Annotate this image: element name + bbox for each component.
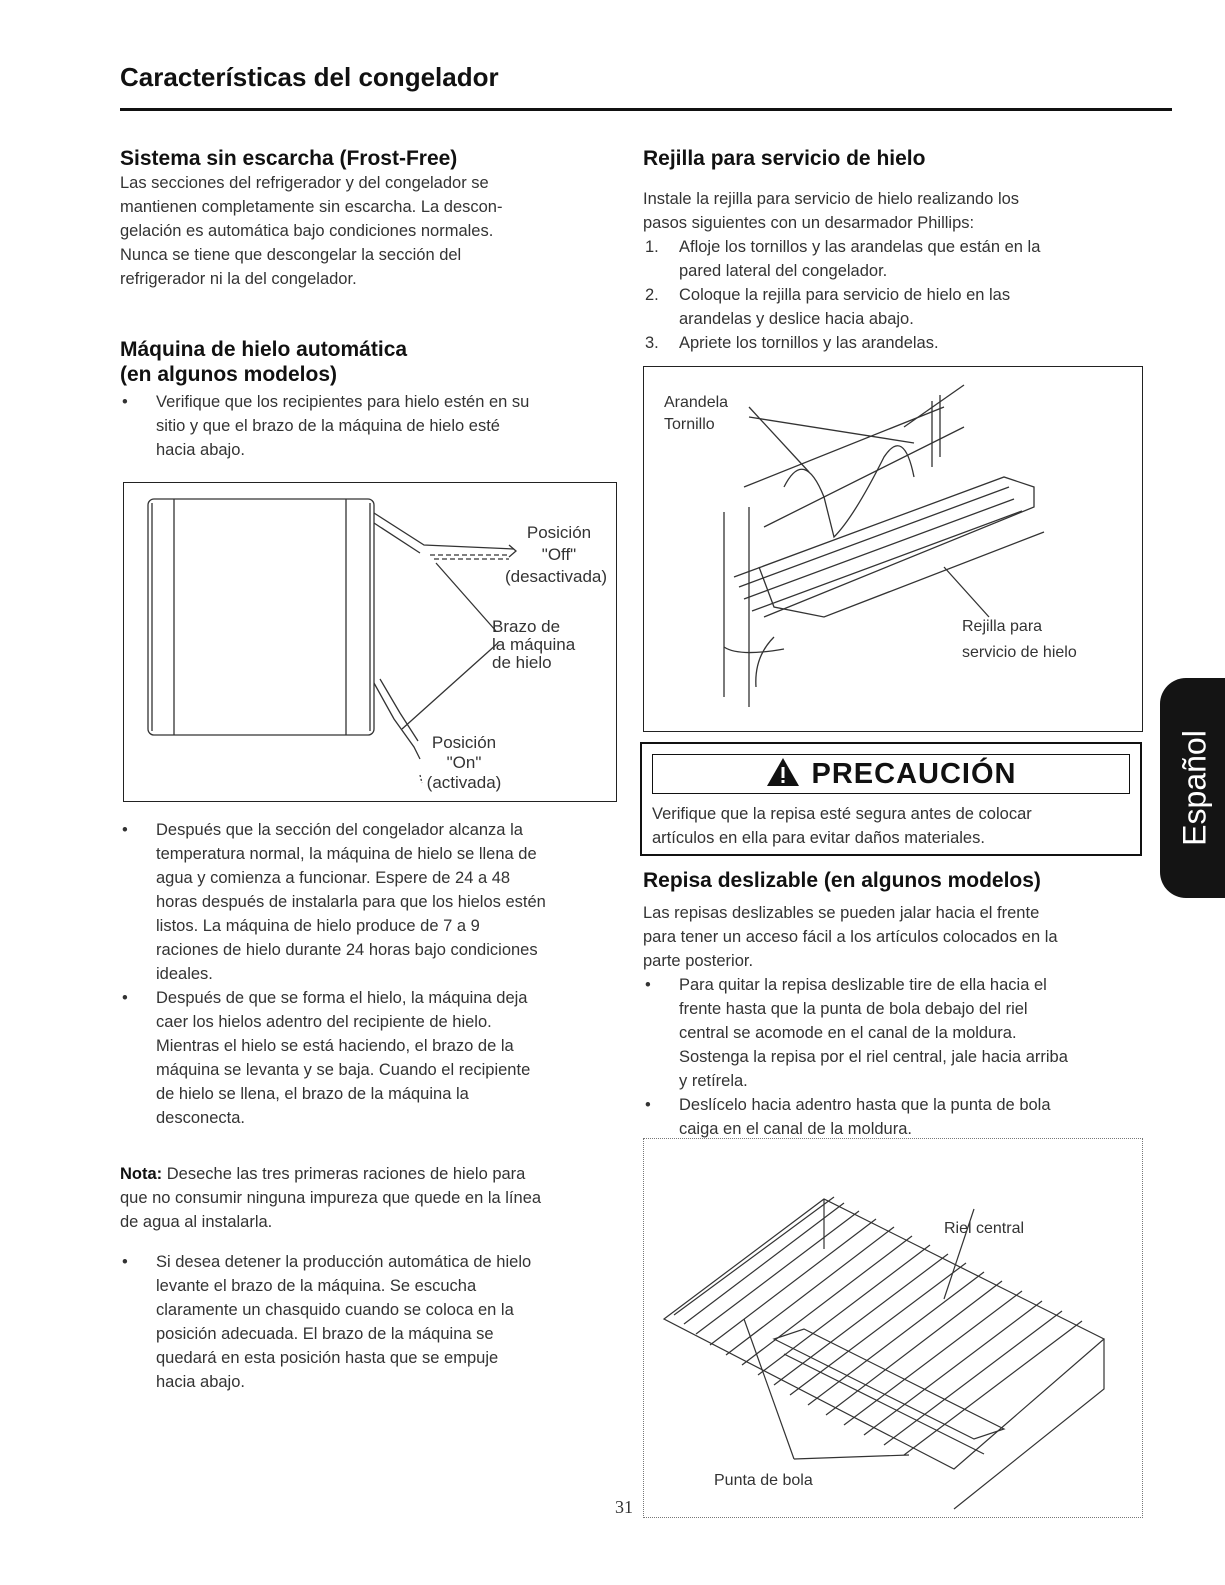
ice-maker-subheading: (en algunos modelos) xyxy=(120,363,338,386)
text-line: Mientras el hielo se está haciendo, el brazo de la xyxy=(156,1037,514,1055)
rail-label: Riel central xyxy=(944,1220,1025,1237)
note-line-1: Nota: Deseche las tres primeras raciones de hielo para xyxy=(120,1165,526,1183)
text-line: Coloque la rejilla para servicio de hielo en las xyxy=(679,286,1011,304)
text-line: artículos en ella para evitar daños materiales. xyxy=(652,829,985,847)
frost-free-text xyxy=(120,171,610,291)
caution-title: PRECAUCIÓN xyxy=(811,758,1017,790)
caution-header xyxy=(652,754,1130,794)
text-line: Después que la sección del congelador alcanza la xyxy=(156,821,523,839)
text-line: Nunca se tiene que descongelar la sección del xyxy=(120,246,462,264)
ice-rack-section xyxy=(643,146,1143,355)
text-line: horas después de instalarla para que los hielos estén xyxy=(156,893,546,911)
text-line: claramente un chasquido cuando se coloca en la xyxy=(156,1301,514,1319)
ice-maker-stop-bullet xyxy=(120,1250,620,1394)
text-line: Verifique que la repisa esté segura antes de colocar xyxy=(652,805,1032,823)
bullet-item: • Si desea detener la producción automática de hielo levante el brazo de la máquina. Se escucha claramente un chasquido cuando se coloca en la posición adecuada. El brazo de la máquina se quedará en esta posición hasta que se empuje hacia abajo. xyxy=(120,1250,620,1394)
text-line: agua y comienza a funcionar. Espere de 24 a 48 xyxy=(156,869,511,887)
note-block xyxy=(120,1162,620,1234)
text-line: gelación es automática bajo condiciones normales. xyxy=(120,222,494,240)
text-line: caiga en el canal de la moldura. xyxy=(679,1120,912,1138)
ice-rack-diagram xyxy=(644,367,1144,733)
sliding-shelf-section xyxy=(643,868,1148,1141)
text-line: temperatura normal, la máquina de hielo se llena de xyxy=(156,845,537,863)
step-item: 2. Coloque la rejilla para servicio de hielo en las arandelas y deslice hacia abajo. xyxy=(643,283,1143,331)
text-line: ideales. xyxy=(156,965,213,983)
title-rule xyxy=(120,108,1172,111)
text-line: refrigerador ni la del congelador. xyxy=(120,270,357,288)
ice-maker-figure xyxy=(123,482,617,802)
text-line: listos. La máquina de hielo produce de 7 a 9 xyxy=(156,917,480,935)
rack-label-2: servicio de hielo xyxy=(962,644,1077,661)
text-line: central se acomode en el canal de la moldura. xyxy=(679,1024,1017,1042)
text-line: frente hasta que la punta de bola debajo del riel xyxy=(679,1000,1028,1018)
arm-label-2: la máquina xyxy=(492,635,576,654)
ice-maker-bullets xyxy=(120,818,620,1130)
warning-triangle-icon xyxy=(766,757,800,787)
off-label-3: (desactivada) xyxy=(504,567,608,586)
text-line: posición adecuada. El brazo de la máquina se xyxy=(156,1325,494,1343)
bullet-item: • Deslícelo hacia adentro hasta que la punta de bola caiga en el canal de la moldura. xyxy=(643,1093,1148,1141)
language-tab xyxy=(1160,678,1225,898)
text-line: Afloje los tornillos y las arandelas que están en la xyxy=(679,238,1041,256)
text-line: raciones de hielo durante 24 horas bajo condiciones xyxy=(156,941,538,959)
text-line: pared lateral del congelador. xyxy=(679,262,888,280)
text-line: mantienen completamente sin escarcha. La descon- xyxy=(120,198,503,216)
language-tab-label: Español xyxy=(1176,730,1213,846)
ball-tip-label: Punta de bola xyxy=(714,1472,813,1489)
text-line: y retírela. xyxy=(679,1072,748,1090)
text-line: Para quitar la repisa deslizable tire de ella hacia el xyxy=(679,976,1047,994)
on-label-3: (activada) xyxy=(426,773,502,792)
ice-rack-figure xyxy=(643,366,1143,732)
washer-label: Arandela xyxy=(664,394,729,411)
arm-label-3: de hielo xyxy=(492,653,552,672)
sliding-shelf-intro xyxy=(643,901,1148,973)
text-line: Deslícelo hacia adentro hasta que la punta de bola xyxy=(679,1096,1051,1114)
text-line: Verifique que los recipientes para hielo estén en su xyxy=(156,393,530,411)
caution-box xyxy=(640,742,1142,856)
off-label-1: Posición xyxy=(526,523,592,542)
caution-text xyxy=(652,802,1032,850)
text-line: parte posterior. xyxy=(643,952,754,970)
text-line: arandelas y deslice hacia abajo. xyxy=(679,310,914,328)
text-line: levante el brazo de la máquina. Se escucha xyxy=(156,1277,477,1295)
bullet-item: • Después de que se forma el hielo, la máquina deja caer los hielos adentro del recipiente de hielo. Mientras el hielo se está haciendo, el brazo de la máquina se levanta y se baja. Cuando el recipiente de hielo se llena, el brazo de la máquina la desconecta. xyxy=(120,986,620,1130)
text-line: caer los hielos adentro del recipiente de hielo. xyxy=(156,1013,492,1031)
text-line: Las repisas deslizables se pueden jalar hacia el frente xyxy=(643,904,1040,922)
sliding-shelf-diagram xyxy=(644,1139,1144,1519)
sliding-shelf-figure xyxy=(643,1138,1143,1518)
step-item: 3. Apriete los tornillos y las arandelas. xyxy=(643,331,1143,355)
arm-label-1: Brazo de xyxy=(492,617,561,636)
frost-free-section xyxy=(120,146,610,291)
text-line: Si desea detener la producción automática de hielo xyxy=(156,1253,532,1271)
text-line: pasos siguientes con un desarmador Phillips: xyxy=(643,214,975,232)
screw-label: Tornillo xyxy=(664,416,715,433)
step-item: 1. Afloje los tornillos y las arandelas que están en la pared lateral del congelador. xyxy=(643,235,1143,283)
text-line: Las secciones del refrigerador y del congelador se xyxy=(120,174,489,192)
text-line: desconecta. xyxy=(156,1109,245,1127)
text-line: de hielo se llena, el brazo de la máquina la xyxy=(156,1085,469,1103)
bullet-item: • Para quitar la repisa deslizable tire de ella hacia el frente hasta que la punta de bola debajo del riel central se acomode en el canal de la moldura. Sostenga la repisa por el riel central, jale hacia arriba y retírela. xyxy=(643,973,1148,1093)
text-line: para tener un acceso fácil a los artículos colocados en la xyxy=(643,928,1058,946)
sliding-shelf-heading: Repisa deslizable (en algunos modelos) xyxy=(643,869,1041,892)
text-line: Instale la rejilla para servicio de hielo realizando los xyxy=(643,190,1020,208)
page-title: Características del congelador xyxy=(120,62,499,92)
rack-label-1: Rejilla para xyxy=(962,618,1043,635)
ice-maker-heading: Máquina de hielo automática xyxy=(120,338,408,361)
bullet-item: • Verifique que los recipientes para hielo estén en su sitio y que el brazo de la máquina de hielo esté hacia abajo. xyxy=(120,390,620,462)
on-label-1: Posición xyxy=(431,733,497,752)
text-line: quedará en esta posición hasta que se empuje xyxy=(156,1349,499,1367)
text-line: máquina se levanta y se baja. Cuando el recipiente xyxy=(156,1061,531,1079)
text-line: que no consumir ninguna impureza que quede en la línea xyxy=(120,1189,542,1207)
ice-rack-intro xyxy=(643,187,1143,235)
ice-rack-heading: Rejilla para servicio de hielo xyxy=(643,147,926,170)
text-line: Apriete los tornillos y las arandelas. xyxy=(679,334,939,352)
text-line: sitio y que el brazo de la máquina de hielo esté xyxy=(156,417,500,435)
frost-free-heading: Sistema sin escarcha (Frost-Free) xyxy=(120,147,458,170)
ice-maker-section xyxy=(120,337,620,462)
bullet-item: • Después que la sección del congelador alcanza la temperatura normal, la máquina de hielo se llena de agua y comienza a funcionar. Espere de 24 a 48 horas después de instalarla para que los hielos estén listos. La máquina de hielo produce de 7 a 9 raciones de hielo durante 24 horas bajo condiciones ideales. xyxy=(120,818,620,986)
on-label-2: "On" xyxy=(446,753,482,772)
text-line: Sostenga la repisa por el riel central, jale hacia arriba xyxy=(679,1048,1068,1066)
text-line: de agua al instalarla. xyxy=(120,1213,273,1231)
text-line: hacia abajo. xyxy=(156,1373,245,1391)
note-label: Nota: xyxy=(120,1165,163,1183)
page-number: 31 xyxy=(615,1497,633,1517)
text-line: Después de que se forma el hielo, la máquina deja xyxy=(156,989,528,1007)
off-label-2: "Off" xyxy=(541,545,577,564)
text-line: hacia abajo. xyxy=(156,441,245,459)
